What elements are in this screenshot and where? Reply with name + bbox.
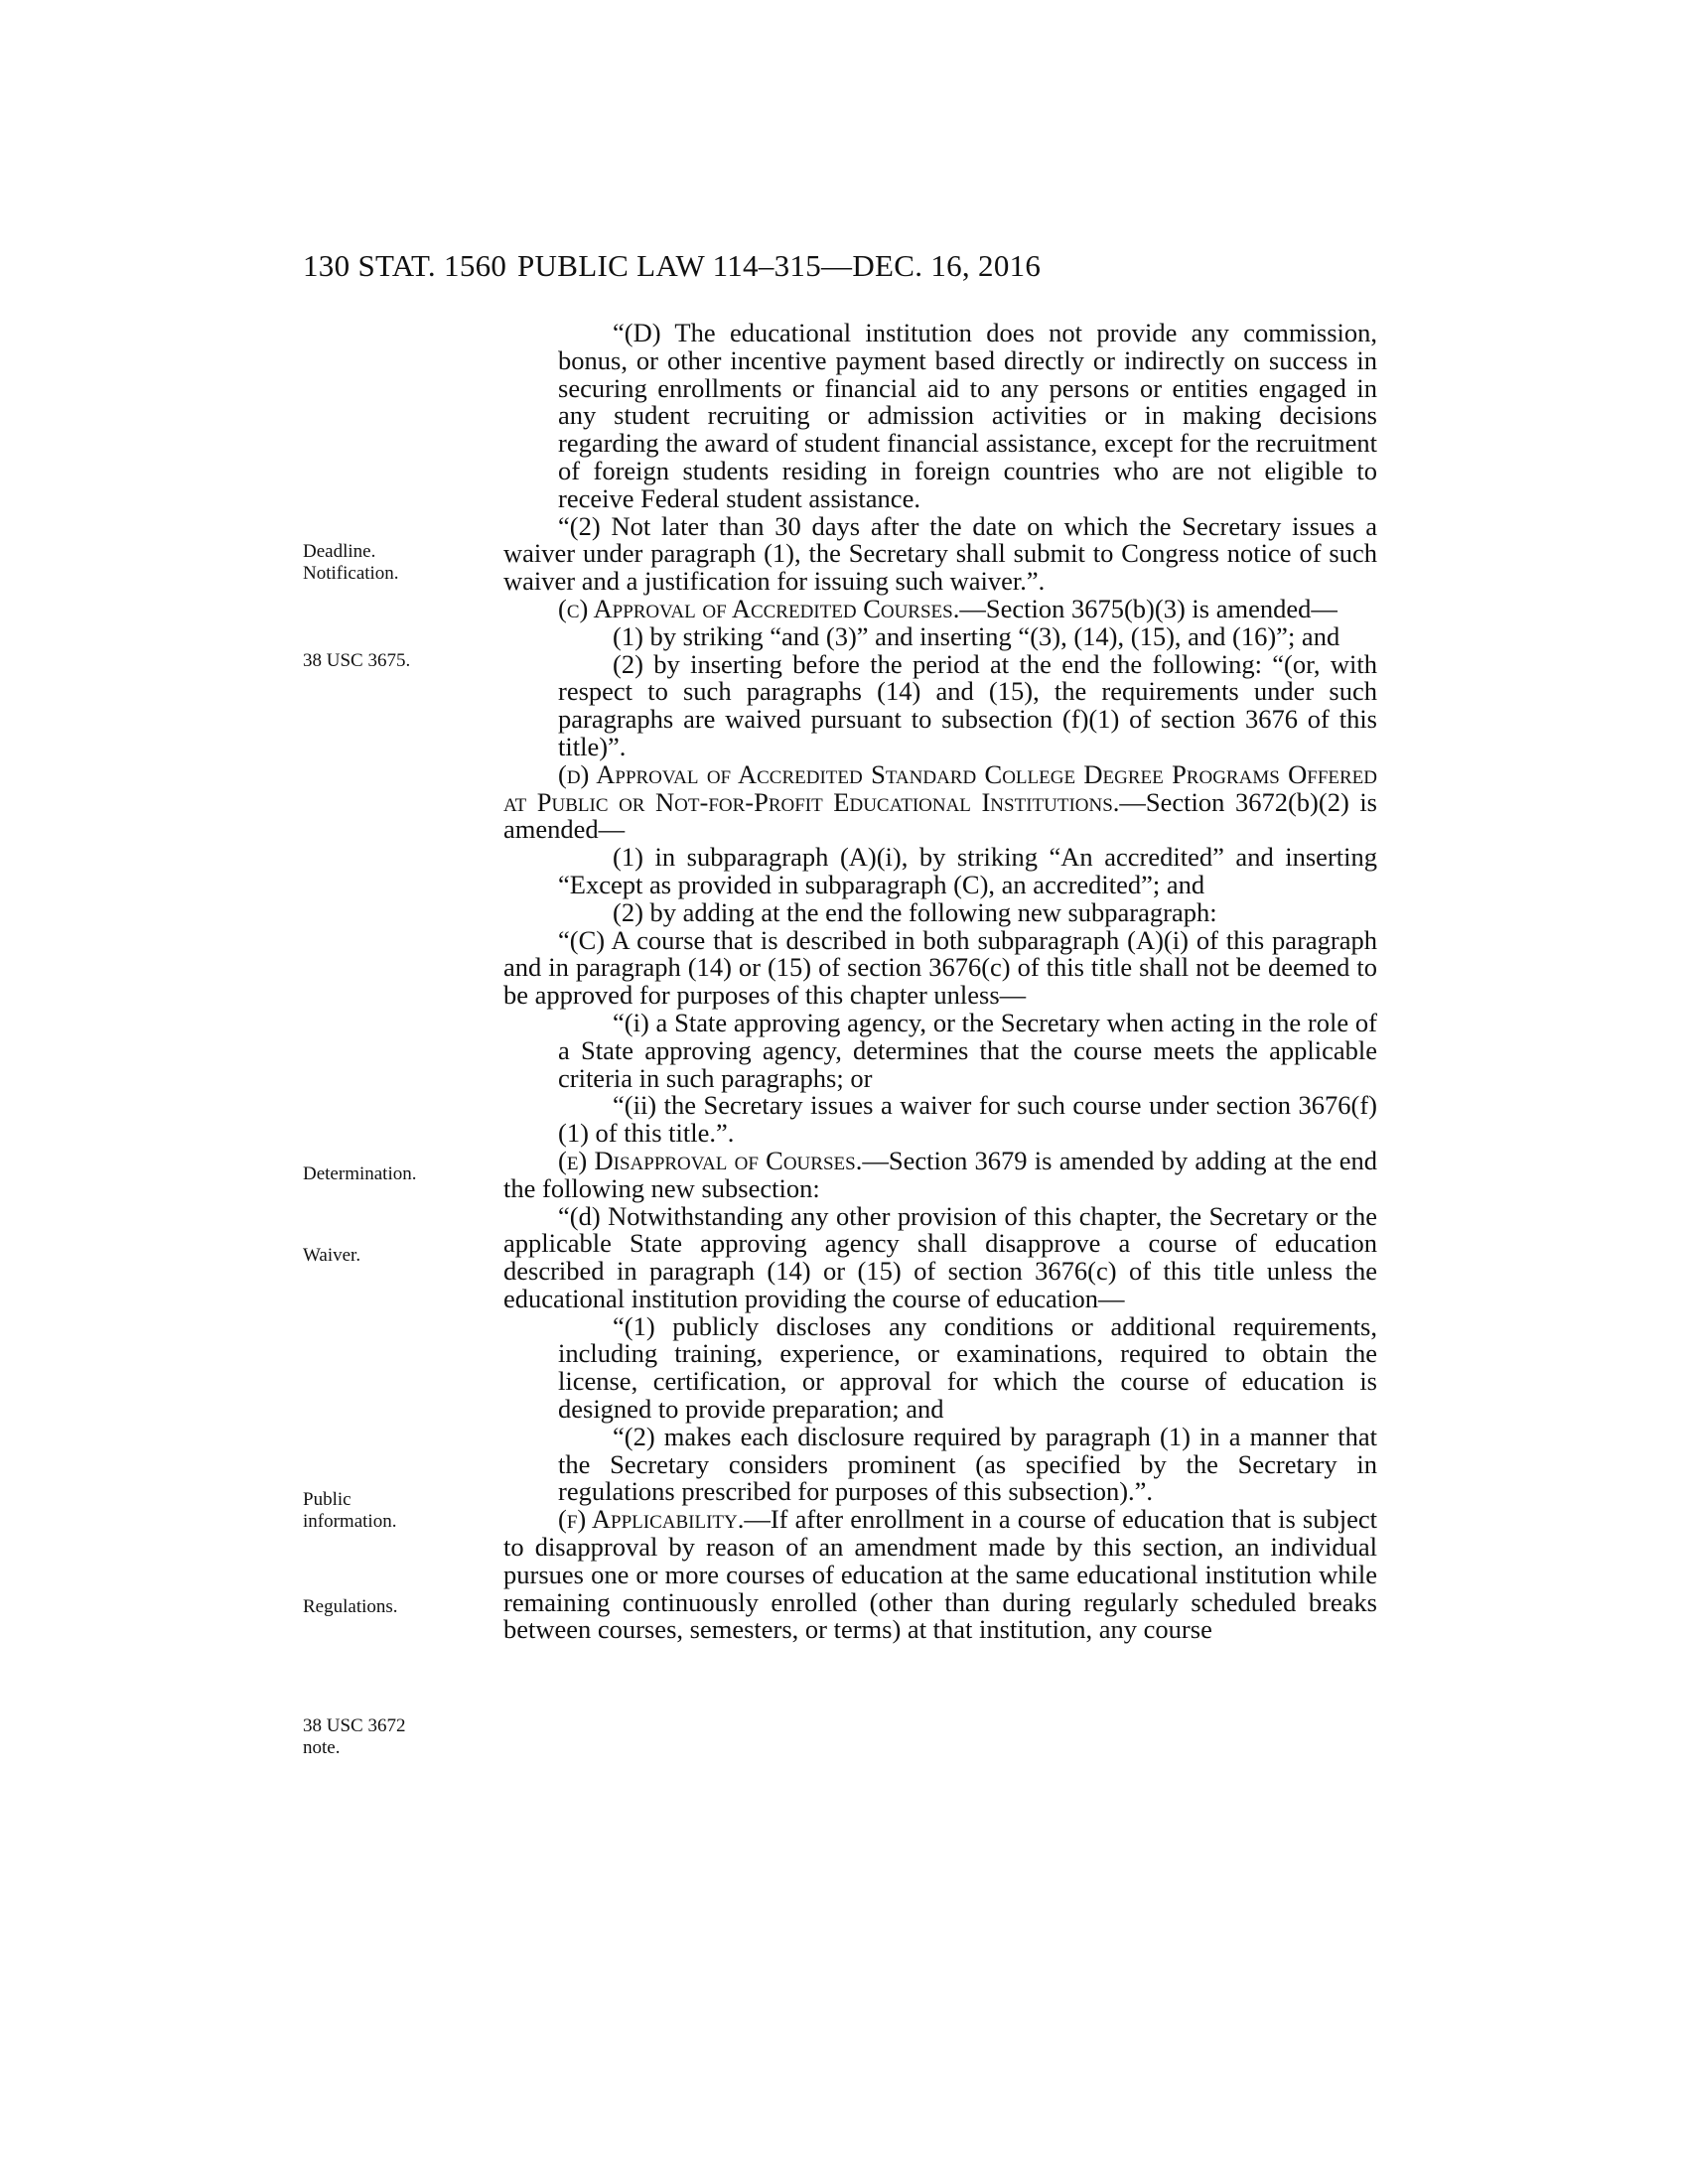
subsection-d-2: “(2) makes each disclosure required by paragraph (1) in a manner that the Secretary considers prominent (as specified by the Secretary in regulations prescribed for purposes of this subsection).”. xyxy=(558,1421,1377,1507)
running-header xyxy=(303,248,1375,288)
margin-note-public-information: Public information. xyxy=(303,1489,397,1532)
statute-page-number: 130 STAT. 1560 xyxy=(303,248,507,283)
paragraph-c-accredited-courses: (c) Approval of Accredited Courses.—Section 3675(b)(3) is amended— xyxy=(558,593,1337,623)
paragraph-c-2: (2) by inserting before the period at the end the following: “(or, with respect to such paragraphs (14) and (15), the requirements under such paragraphs are waived pursuant to subsection (f)(1) of section 3676 of this title)”. xyxy=(558,648,1377,761)
clause-ii: “(ii) the Secretary issues a waiver for such course under section 3676(f)(1) of this title.”. xyxy=(558,1090,1377,1149)
public-law-title: PUBLIC LAW 114–315—DEC. 16, 2016 xyxy=(517,248,1042,283)
margin-note-waiver: Waiver. xyxy=(303,1245,361,1266)
margin-note-usc-3672-note: 38 USC 3672 note. xyxy=(303,1715,406,1758)
paragraph-2-waiver-notice: “(2) Not later than 30 days after the date on which the Secretary issues a waiver under paragraph (1), the Secretary shall submit to Congress notice of such waiver and a justification for issuing such waiver.”. xyxy=(503,510,1377,597)
paragraph-d-commission: “(D) The educational institution does not provide any commission, bonus, or other incentive payment based directly or indirectly on success in securing enrollments or financial aid to any persons or entities engaged in any student recruiting or admission activities or in making decisions regarding the award of student financial assistance, except for the recruitment of foreign students residing in foreign countries who are not eligible to receive Federal student assistance. xyxy=(558,318,1377,513)
subparagraph-c: “(C) A course that is described in both subparagraph (A)(i) of this paragraph and in paragraph (14) or (15) of section 3676(c) of this title shall not be deemed to be approved for purposes of this chapter unless— xyxy=(503,924,1377,1011)
subsection-d-notwithstanding: “(d) Notwithstanding any other provision of this chapter, the Secretary or the applicable State approving agency shall disapprove a course of education described in paragraph (14) or (15) of section 3676(c) of this title unless the educational institution providing the course of education— xyxy=(503,1200,1377,1313)
subsection-d-1: “(1) publicly discloses any conditions or additional requirements, including training, experience, or examinations, required to obtain the license, certification, or approval for which the course of education is designed to provide preparation; and xyxy=(558,1310,1377,1425)
section-heading: (d) Approval of Accredited Standard College Degree Programs Offered at Public or Not-for-Profit Educational Institutions. xyxy=(503,758,1377,817)
section-heading: (c) Approval of Accredited Courses. xyxy=(558,593,960,623)
clause-i: “(i) a State approving agency, or the Secretary when acting in the role of a State approving agency, determines that the course meets the applicable criteria in such paragraphs; or xyxy=(558,1007,1377,1093)
margin-note-deadline: Deadline. Notification. xyxy=(303,541,399,584)
paragraph-c-1: (1) by striking “and (3)” and inserting “(3), (14), (15), and (16)”; and xyxy=(613,620,1340,651)
margin-note-regulations: Regulations. xyxy=(303,1596,398,1617)
statute-text-body xyxy=(503,320,1377,1644)
paragraph-e-disapproval: (e) Disapproval of Courses.—Section 3679 is amended by adding at the end the following new subsection: xyxy=(503,1145,1377,1203)
margin-note-usc-3675: 38 USC 3675. xyxy=(303,650,411,671)
paragraph-f-applicability: (f) Applicability.—If after enrollment in a course of education that is subject to disapproval by reason of an amendment made by this section, an individual pursues one or more courses of education at the same educational institution while remaining continuously enrolled (other than during regularly scheduled breaks between courses, semesters, or terms) at that institution, any course xyxy=(503,1504,1377,1645)
paragraph-d-1: (1) in subparagraph (A)(i), by striking “An accredited” and inserting “Except as provided in subparagraph (C), an accredited”; and xyxy=(558,842,1377,899)
paragraph-d-2: (2) by adding at the end the following new subparagraph: xyxy=(613,896,1217,927)
section-heading: (f) Applicability. xyxy=(558,1504,745,1535)
section-heading: (e) Disapproval of Courses. xyxy=(558,1145,863,1175)
margin-note-determination: Determination. xyxy=(303,1163,417,1184)
paragraph-d-degree-programs: (d) Approval of Accredited Standard College Degree Programs Offered at Public or Not-for-Profit Educational Institutions.—Section 3672(b)(2) is amended— xyxy=(503,758,1377,845)
